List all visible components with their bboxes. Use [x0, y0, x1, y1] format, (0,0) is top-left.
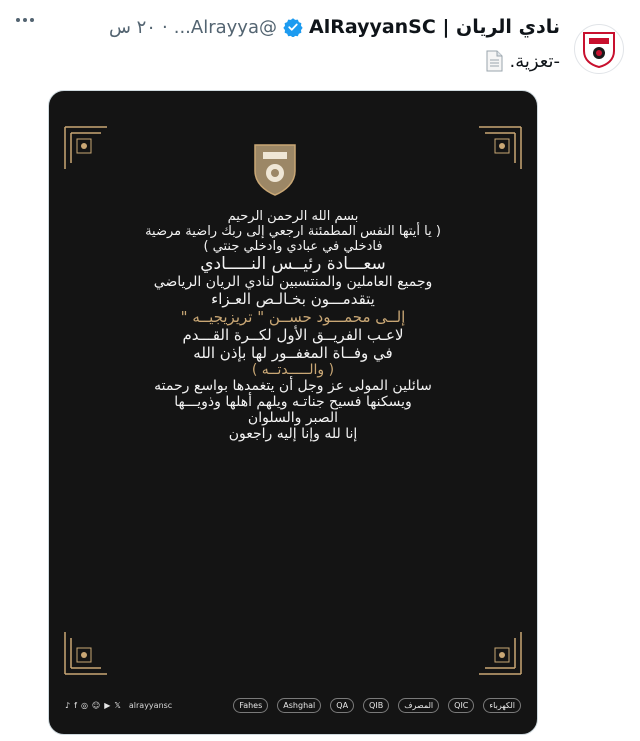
social-icons — [65, 701, 121, 710]
poster-line: الصبر والسلوان — [247, 410, 339, 426]
poster-footer — [49, 694, 537, 716]
timestamp[interactable]: ٢٠ س — [108, 16, 156, 38]
sponsor-logos — [233, 698, 521, 713]
more-options-icon[interactable] — [16, 18, 34, 22]
alrayyan-logo-icon — [580, 29, 618, 69]
poster-line: في وفــاة المغفــور لها بإذن الله — [193, 344, 393, 362]
poster-line: ويسكنها فسيح جناتـه ويلهم أهلها وذويـــها — [174, 394, 412, 410]
ornament-top-right-icon — [477, 125, 523, 171]
condolence-message — [79, 209, 507, 442]
sponsor-logo: QIB — [363, 698, 389, 713]
poster-line: وجميع العاملين والمنتسبين لنادي الريان الرياضي — [153, 274, 433, 290]
poster-line: إنا لله وإنا إليه راجعون — [228, 426, 358, 442]
tweet-meta — [109, 16, 560, 38]
tweet-body: -تعزية. — [509, 50, 560, 72]
ornament-bottom-left-icon — [63, 630, 109, 676]
x-icon: 𝕏 — [114, 700, 121, 710]
ornament-top-left-icon — [63, 125, 109, 171]
verified-badge-icon — [283, 17, 303, 37]
avatar[interactable] — [574, 24, 624, 74]
sponsor-logo: الكهرباء — [483, 698, 521, 713]
sponsor-logo: Fahes — [233, 698, 268, 713]
poster-line: سائلين المولى عز وجل أن يتغمدها بواسع رحمته — [154, 378, 432, 394]
poster-line: إلــى محمـــود حســن " تريزيجيــه " — [180, 308, 406, 326]
ornament-bottom-right-icon — [477, 630, 523, 676]
tweet-header — [0, 10, 640, 90]
handle[interactable]: @Alrayya... — [173, 16, 277, 38]
youtube-icon: ▶ — [104, 700, 111, 710]
poster-line: سعـــادة رئيــس النـــــادي — [200, 254, 386, 274]
poster-line: بسم الله الرحمن الرحيم — [227, 209, 359, 224]
tweet-text — [485, 50, 560, 72]
document-emoji-icon — [485, 50, 503, 72]
social-handle: alrayyansc — [128, 700, 173, 710]
instagram-icon: ◎ — [80, 700, 88, 710]
poster-line: لاعـب الفريــق الأول لكــرة القـــدم — [182, 326, 404, 344]
snapchat-icon: ☺ — [91, 700, 101, 710]
sponsor-logo: المصرف — [398, 698, 439, 713]
sponsor-logo: Ashghal — [277, 698, 321, 713]
facebook-icon: f — [74, 700, 77, 710]
club-crest-icon — [251, 141, 299, 199]
separator-dot: · — [161, 16, 168, 38]
poster-line: فادخلي في عبادي وادخلي جنتي ) — [203, 239, 383, 254]
condolence-image[interactable] — [48, 90, 538, 735]
poster-line: ( يا أيتها النفس المطمئنة ارجعي إلى ربك راضية مرضية — [145, 224, 441, 239]
sponsor-logo: QA — [330, 698, 354, 713]
poster-line: ( والـــــدتــه ) — [251, 362, 335, 378]
poster-line: يتقدمـــون بخـالـص العـزاء — [211, 290, 375, 308]
tiktok-icon: ♪ — [65, 700, 71, 710]
sponsor-logo: QIC — [448, 698, 474, 713]
display-name[interactable]: نادي الريان | AlRayyanSC — [308, 16, 560, 38]
